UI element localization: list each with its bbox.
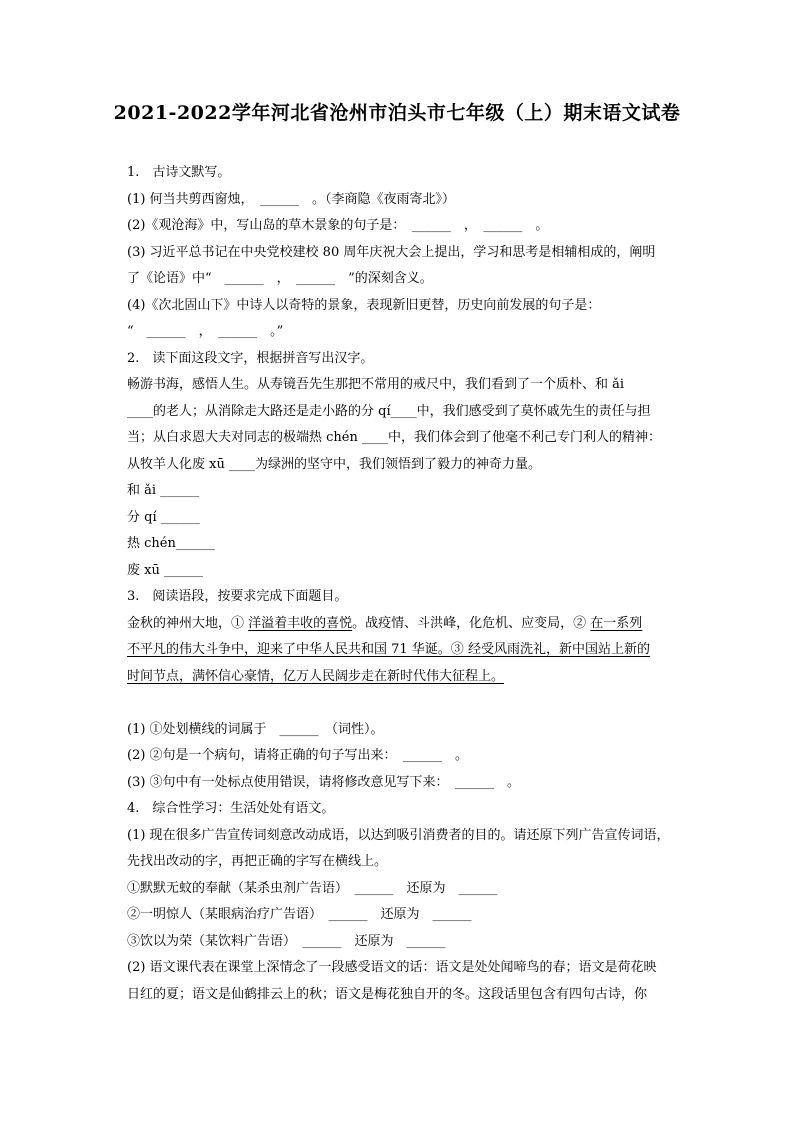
q4-item2: ②一明惊人（某眼病治疗广告语） ______ 还原为 ______	[127, 907, 472, 922]
q3-heading: 3. 阅读语段，按要求完成下面题目。	[127, 589, 348, 604]
q2-answer-ai: 和 ǎi ______	[127, 483, 200, 498]
q2-answer-xu: 废 xū ______	[127, 562, 203, 578]
exam-title: 2021-2022学年河北省沧州市泊头市七年级（上）期末语文试卷	[113, 102, 681, 124]
q3-text: 金秋的神州大地，①	[127, 615, 249, 631]
q4-part2-line2: 日红的夏；语文是仙鹤排云上的秋；语文是梅花独自开的冬。这段话里包含有四句古诗，你	[127, 986, 648, 1002]
q3-underlined-sentence: 不平凡的伟大斗争中，迎来了中华人民共和国 71 华诞。③ 经受风雨洗礼，新中国站上新的	[127, 642, 650, 657]
q1-part4-line2: “ ______ ， ______ 。”	[127, 324, 284, 339]
q2-passage-line1: 畅游书海，感悟人生。从寿镜吾先生那把不常用的戒尺中，我们看到了一个质朴、和 ǎi	[127, 377, 625, 392]
q1-heading: 1. 古诗文默写。	[127, 165, 231, 180]
q3-underlined-sentence-start: 在一系列	[590, 615, 643, 631]
q3-passage-line2	[127, 637, 697, 664]
q4-heading: 4. 综合性学习：生活处处有语文。	[127, 801, 335, 816]
q3-sub3: (3) ③句中有一处标点使用错误，请将修改意见写下来： ______ 。	[127, 774, 521, 790]
q4-part2-line1: (2) 语文课代表在课堂上深情念了一段感受语文的话：语文是处处闻啼鸟的春；语文是荷花映	[127, 960, 657, 975]
exam-body	[127, 160, 697, 1008]
q1-part2: (2)《观沧海》中，写山岛的草木景象的句子是： ______ ， ______ 。	[127, 218, 549, 233]
q3-underlined-sentence-end: 时间节点，满怀信心豪情，亿万人民阔步走在新时代伟大征程上。	[127, 668, 505, 684]
q2-heading: 2. 读下面这段文字，根据拼音写出汉字。	[127, 350, 374, 366]
q2-passage-line2: ____的老人；从消除走大路还是走小路的分 qí____中，我们感受到了莫怀戚先生的责任与担	[127, 403, 651, 419]
q4-item1: ①默默无蚊的奉献（某杀虫剂广告语） ______ 还原为 ______	[127, 880, 498, 896]
q3-underlined-word: 洋溢着丰收的喜悦	[248, 615, 353, 631]
q1-part4-line1: (4)《次北固山下》中诗人以奇特的景象，表现新旧更替，历史向前发展的句子是：	[127, 297, 601, 313]
q3-passage-line1	[127, 611, 697, 638]
q2-passage-line3: 当；从白求恩大夫对同志的极端热 chén ____中，我们体会到了他毫不利己专门利人的精神：	[127, 430, 661, 445]
q1-part1: (1) 何当共剪西窗烛， ______ 。（李商隐《夜雨寄北》）	[127, 191, 456, 207]
q3-passage-line3	[127, 664, 697, 691]
q2-answer-qi: 分 qí ______	[127, 509, 200, 525]
q4-item3: ③饮以为荣（某饮料广告语） ______ 还原为 ______	[127, 933, 446, 949]
q4-part1-line2: 先找出改动的字，再把正确的字写在横线上。	[127, 854, 388, 869]
spacer	[127, 690, 697, 717]
q1-part3-line1: (3) 习近平总书记在中央党校建校 80 周年庆祝大会上提出，学习和思考是相辅相成的，阐明	[127, 244, 656, 260]
q3-sub1: (1) ①处划横线的词属于 ______ （词性）。	[127, 721, 384, 737]
q2-passage-line4: 从牧羊人化废 xū ____为绿洲的坚守中，我们领悟到了毅力的神奇力量。	[127, 456, 541, 472]
q2-answer-chen: 热 chén______	[127, 536, 215, 551]
q1-part3-line2: 了《论语》中“ ______ ， ______ ”的深刻含义。	[127, 271, 433, 286]
q3-sub2: (2) ②句是一个病句，请将正确的句子写出来： ______ 。	[127, 748, 469, 763]
q3-text: 。战疫情、斗洪峰，化危机、应变局，②	[352, 615, 591, 631]
q4-part1-line1: (1) 现在很多广告宣传词刻意改动成语，以达到吸引消费者的目的。请还原下列广告宣传词语，	[127, 827, 670, 843]
